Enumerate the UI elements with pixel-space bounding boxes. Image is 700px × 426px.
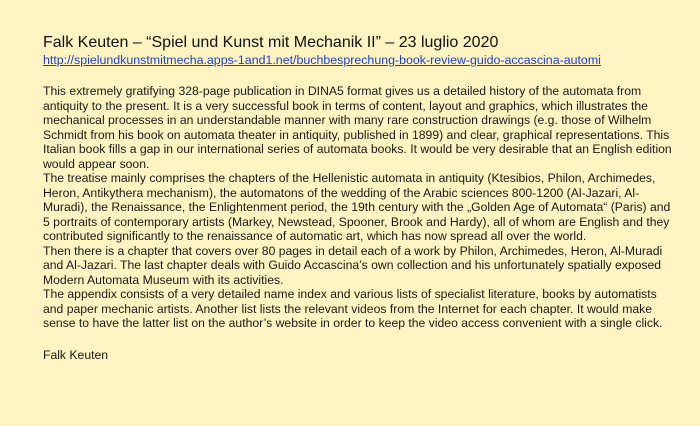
review-paragraph-appendix: The appendix consists of a very detailed name index and various lists of specialist literature, books by automatists and paper mechanic artists. Another list lists the relevant videos from the Internet for each chapter. It would make sense to have the latter list on the author’s website in order to keep the video access convenient with a single click. [43,287,663,330]
review-paragraph-chapters: The treatise mainly comprises the chapters of the Hellenistic automata in antiquity (Ktesibios, Philon, Archimedes, Heron, Antikythera mechanism), the automatons of the wedding of the Arabic sciences 800-1200 (Al-Jazari, Al-Muradi), the Renaissance, the Enlightenment period, the 19th century with the „Golden Age of Automata“ (Paris) and 5 portraits of contemporary artists (Markey, Newstead, Spooner, Brook and Hardy), all of whom are English and they contributed significantly to the renaissance of automatic art, which has now spread all over the world. [43,171,671,243]
review-title: Falk Keuten – “Spiel und Kunst mit Mechanik II” – 23 luglio 2020 [43,34,499,51]
review-body [43,84,678,331]
review-paragraph-intro: This extremely gratifying 328-page publication in DINA5 format gives us a detailed history of the automata from antiquity to the present. It is a very successful book in terms of content, layout and graphics, which illustrates the mechanical processes in an understandable manner with many rare construction drawings (e.g. those of Wilhelm Schmidt from his book on automata theater in antiquity, published in 1899) and clear, graphical representations. This Italian book fills a gap in our international series of automata books. It would be very desirable that an English edition would appear soon. [43,84,672,171]
review-signature: Falk Keuten [43,347,109,362]
review-source-link[interactable]: http://spielundkunstmitmecha.apps-1and1.net/buchbesprechung-book-review-guido-accascina-automi [43,53,601,67]
review-paragraph-detail: Then there is a chapter that covers over 80 pages in detail each of a work by Philon, Archimedes, Heron, Al-Muradi and Al-Jazari. The last chapter deals with Guido Accascina’s own collection and his unfortunately spatially exposed Modern Automata Museum with its activities. [43,243,663,287]
